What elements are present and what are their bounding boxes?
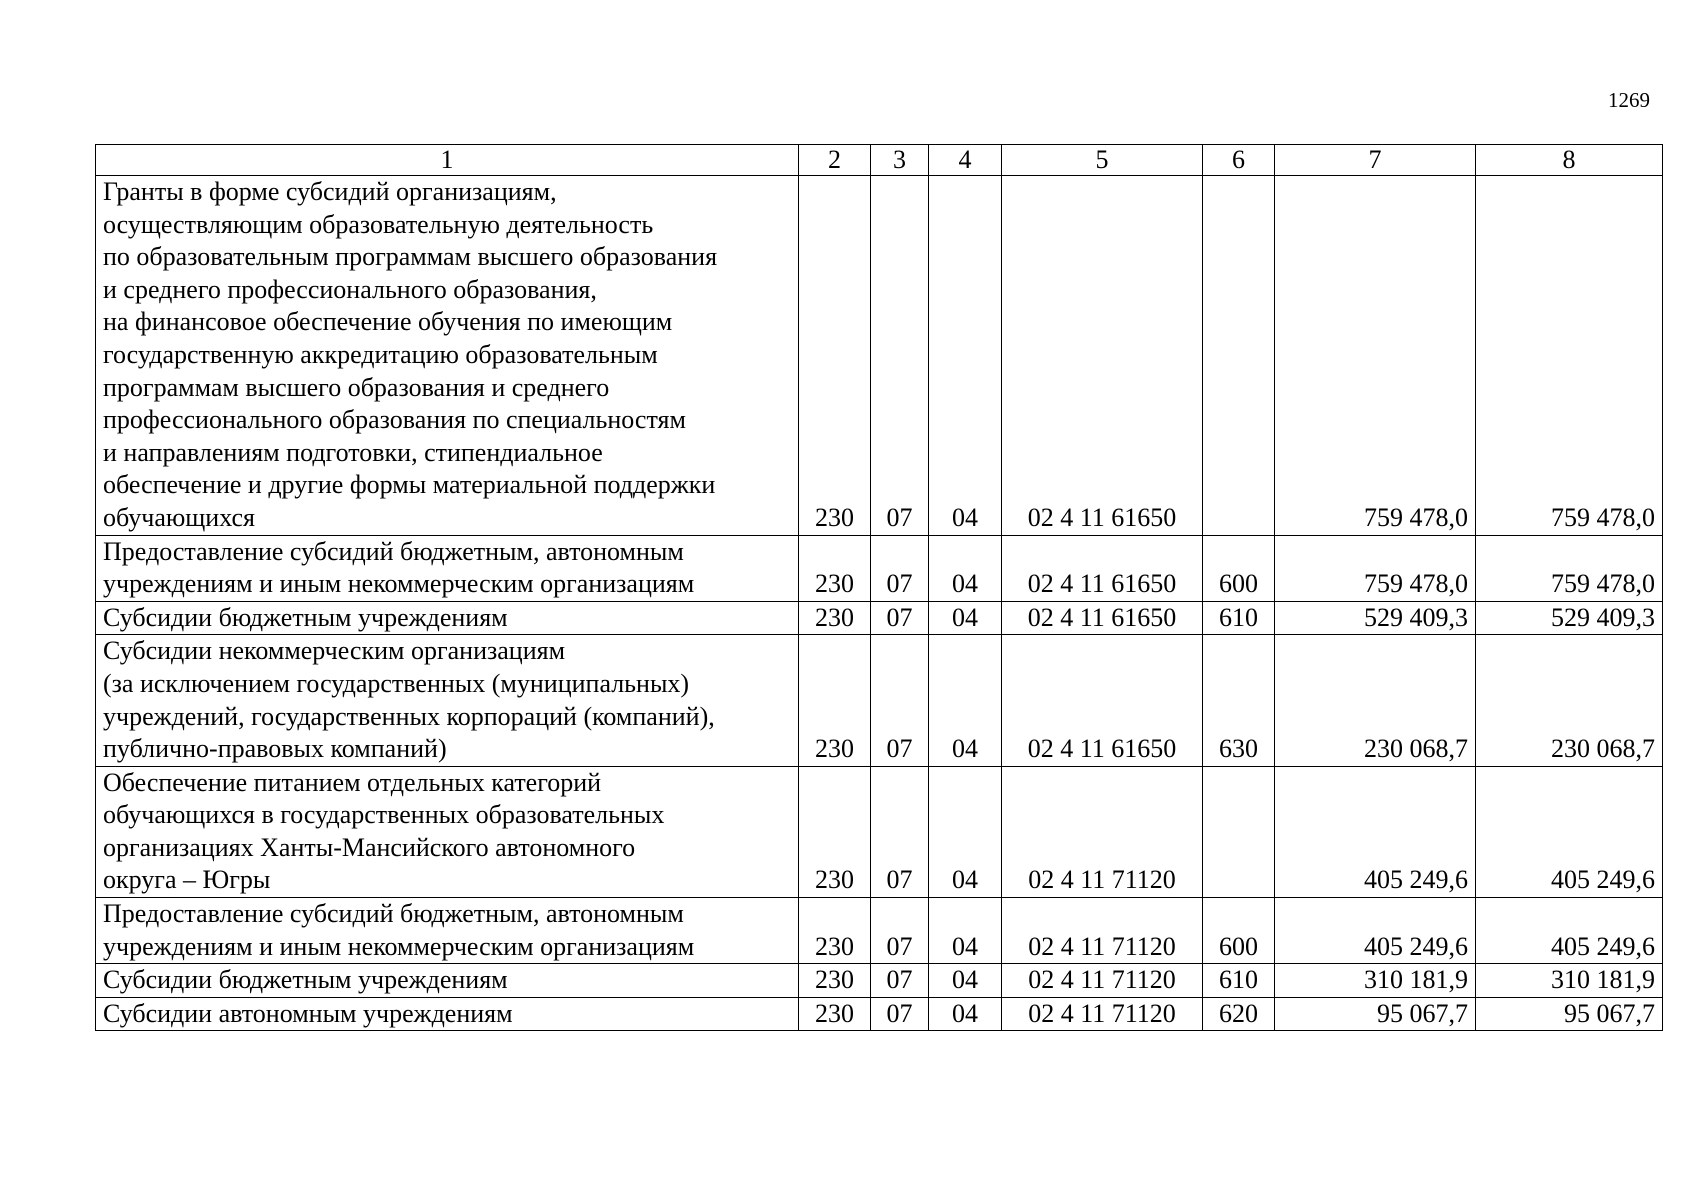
row-name-cell: [96, 635, 799, 766]
row-name-line: Субсидии бюджетным учреждениям: [103, 602, 508, 632]
row-name-line: организациях Ханты-Мансийского автономного: [103, 832, 636, 862]
subsection-code-cell: 04: [929, 898, 1002, 964]
row-name-cell: [96, 898, 799, 964]
subsection-code-cell: 04: [929, 635, 1002, 766]
amount-col7-cell: 405 249,6: [1275, 898, 1476, 964]
expense-type-cell: 600: [1203, 535, 1275, 601]
row-name-line: учреждениям и иным некоммерческим организациям: [103, 569, 695, 599]
row-name-line: Субсидии бюджетным учреждениям: [103, 965, 508, 995]
table-body: [96, 176, 1663, 1031]
row-name-cell: [96, 601, 799, 635]
amount-col7-cell: 230 068,7: [1275, 635, 1476, 766]
ministry-code-cell: 230: [799, 997, 871, 1031]
table-row: [96, 964, 1663, 998]
subsection-code-cell: 04: [929, 535, 1002, 601]
header-col-8: 8: [1476, 145, 1663, 176]
amount-col8-cell: 759 478,0: [1476, 535, 1663, 601]
row-name-line: обучающихся: [103, 502, 255, 532]
header-row: [96, 145, 1663, 176]
expense-type-cell: [1203, 176, 1275, 536]
row-name-line: осуществляющим образовательную деятельность: [103, 209, 654, 239]
ministry-code-cell: 230: [799, 766, 871, 897]
table-row: [96, 997, 1663, 1031]
amount-col7-cell: 759 478,0: [1275, 176, 1476, 536]
target-article-cell: 02 4 11 61650: [1002, 176, 1203, 536]
expense-type-cell: [1203, 766, 1275, 897]
ministry-code-cell: 230: [799, 898, 871, 964]
expense-type-cell: 600: [1203, 898, 1275, 964]
row-name-cell: [96, 176, 799, 536]
row-name-line: и направлениям подготовки, стипендиальное: [103, 437, 603, 467]
row-name-line: профессионального образования по специальностям: [103, 405, 686, 435]
header-col-2: 2: [799, 145, 871, 176]
row-name-line: округа – Югры: [103, 865, 271, 895]
ministry-code-cell: 230: [799, 601, 871, 635]
row-name-line: обучающихся в государственных образовательных: [103, 800, 665, 830]
section-code-cell: 07: [871, 766, 929, 897]
amount-col7-cell: 310 181,9: [1275, 964, 1476, 998]
table-row: [96, 898, 1663, 964]
section-code-cell: 07: [871, 635, 929, 766]
row-name-line: и среднего профессионального образования,: [103, 274, 597, 304]
ministry-code-cell: 230: [799, 964, 871, 998]
subsection-code-cell: 04: [929, 601, 1002, 635]
header-col-7: 7: [1275, 145, 1476, 176]
amount-col8-cell: 759 478,0: [1476, 176, 1663, 536]
section-code-cell: 07: [871, 535, 929, 601]
header-col-3: 3: [871, 145, 929, 176]
header-col-6: 6: [1203, 145, 1275, 176]
page-number: 1269: [1608, 88, 1650, 112]
table-row: [96, 601, 1663, 635]
expense-type-cell: 630: [1203, 635, 1275, 766]
table-row: [96, 176, 1663, 536]
row-name-line: Субсидии некоммерческим организациям: [103, 636, 566, 666]
target-article-cell: 02 4 11 61650: [1002, 635, 1203, 766]
row-name-line: программам высшего образования и среднего: [103, 372, 610, 402]
table-row: [96, 535, 1663, 601]
expense-type-cell: 610: [1203, 964, 1275, 998]
amount-col7-cell: 405 249,6: [1275, 766, 1476, 897]
row-name-cell: [96, 766, 799, 897]
subsection-code-cell: 04: [929, 176, 1002, 536]
expense-type-cell: 610: [1203, 601, 1275, 635]
row-name-line: Субсидии автономным учреждениям: [103, 998, 513, 1028]
ministry-code-cell: 230: [799, 635, 871, 766]
amount-col7-cell: 529 409,3: [1275, 601, 1476, 635]
target-article-cell: 02 4 11 71120: [1002, 964, 1203, 998]
target-article-cell: 02 4 11 71120: [1002, 997, 1203, 1031]
section-code-cell: 07: [871, 176, 929, 536]
expense-type-cell: 620: [1203, 997, 1275, 1031]
row-name-cell: [96, 535, 799, 601]
row-name-line: государственную аккредитацию образовательным: [103, 339, 658, 369]
row-name-line: учреждений, государственных корпораций (компаний),: [103, 701, 715, 731]
section-code-cell: 07: [871, 964, 929, 998]
row-name-line: публично-правовых компаний): [103, 734, 447, 764]
header-col-5: 5: [1002, 145, 1203, 176]
ministry-code-cell: 230: [799, 535, 871, 601]
target-article-cell: 02 4 11 61650: [1002, 535, 1203, 601]
table-header: [96, 145, 1663, 176]
ministry-code-cell: 230: [799, 176, 871, 536]
amount-col8-cell: 95 067,7: [1476, 997, 1663, 1031]
header-col-1: 1: [96, 145, 799, 176]
amount-col8-cell: 230 068,7: [1476, 635, 1663, 766]
target-article-cell: 02 4 11 71120: [1002, 898, 1203, 964]
target-article-cell: 02 4 11 61650: [1002, 601, 1203, 635]
row-name-line: по образовательным программам высшего образования: [103, 242, 718, 272]
subsection-code-cell: 04: [929, 997, 1002, 1031]
section-code-cell: 07: [871, 997, 929, 1031]
row-name-line: Предоставление субсидий бюджетным, автономным: [103, 899, 684, 929]
row-name-line: учреждениям и иным некоммерческим организациям: [103, 931, 695, 961]
table-row: [96, 766, 1663, 897]
section-code-cell: 07: [871, 601, 929, 635]
amount-col8-cell: 310 181,9: [1476, 964, 1663, 998]
row-name-line: Обеспечение питанием отдельных категорий: [103, 767, 602, 797]
row-name-line: (за исключением государственных (муниципальных): [103, 668, 690, 698]
amount-col7-cell: 95 067,7: [1275, 997, 1476, 1031]
row-name-line: обеспечение и другие формы материальной поддержки: [103, 470, 716, 500]
subsection-code-cell: 04: [929, 766, 1002, 897]
section-code-cell: 07: [871, 898, 929, 964]
target-article-cell: 02 4 11 71120: [1002, 766, 1203, 897]
amount-col8-cell: 529 409,3: [1476, 601, 1663, 635]
budget-table: [95, 144, 1663, 1031]
amount-col8-cell: 405 249,6: [1476, 766, 1663, 897]
row-name-line: Предоставление субсидий бюджетным, автономным: [103, 536, 684, 566]
amount-col8-cell: 405 249,6: [1476, 898, 1663, 964]
subsection-code-cell: 04: [929, 964, 1002, 998]
row-name-line: на финансовое обеспечение обучения по имеющим: [103, 307, 673, 337]
amount-col7-cell: 759 478,0: [1275, 535, 1476, 601]
row-name-line: Гранты в форме субсидий организациям,: [103, 177, 557, 206]
row-name-cell: [96, 997, 799, 1031]
table-row: [96, 635, 1663, 766]
row-name-cell: [96, 964, 799, 998]
header-col-4: 4: [929, 145, 1002, 176]
